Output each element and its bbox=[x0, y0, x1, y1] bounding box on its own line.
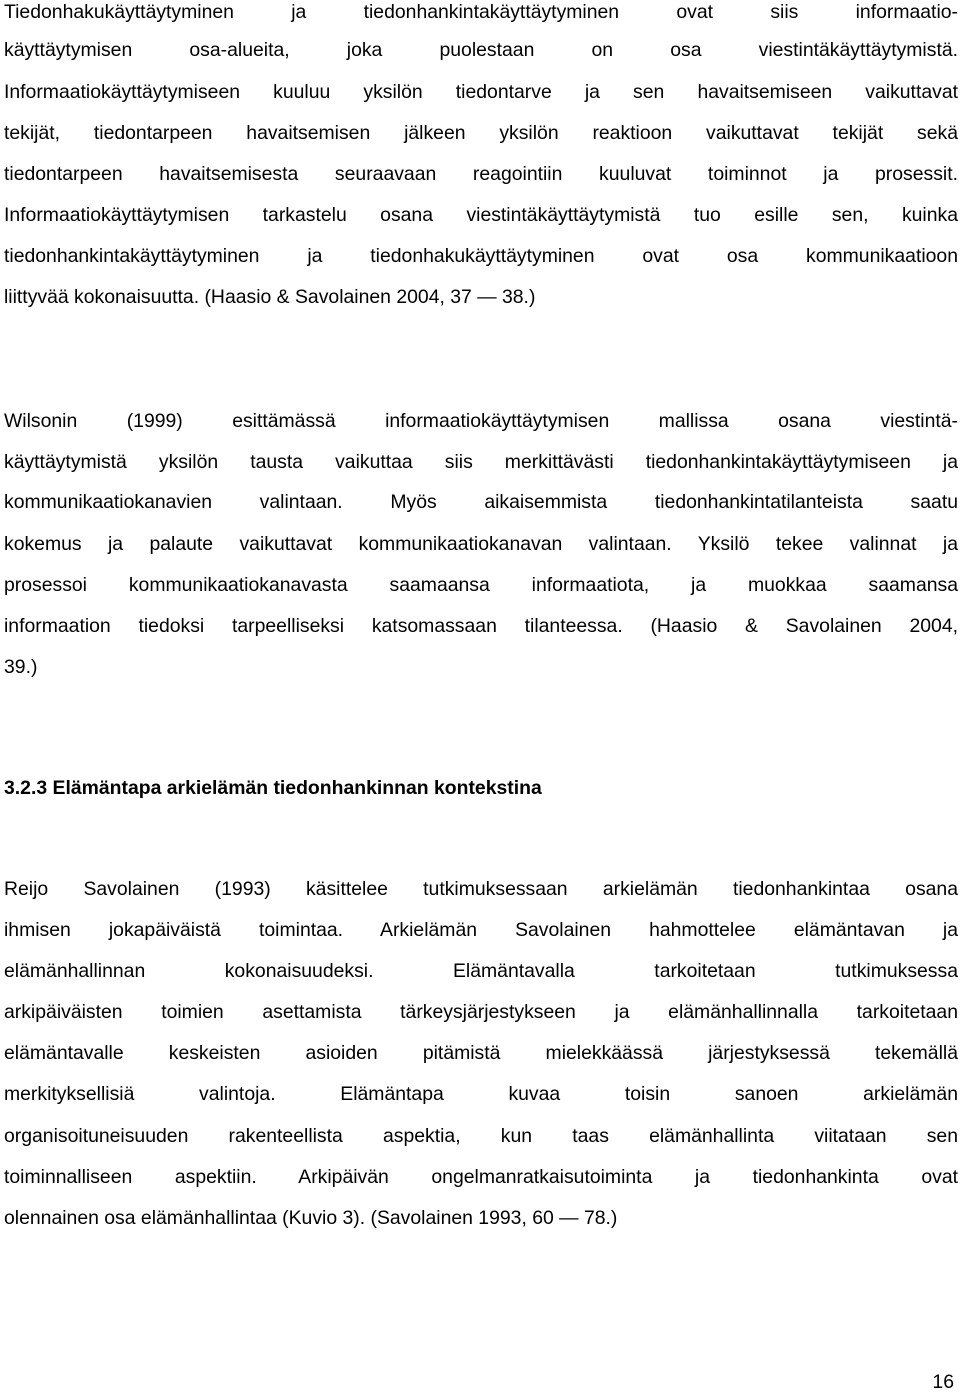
paragraph-line: Reijo Savolainen (1993) käsittelee tutkimuksessaan arkielämän tiedonhankintaa osana bbox=[4, 878, 958, 900]
paragraph-line: 39.) bbox=[4, 656, 38, 678]
paragraph-line: Tiedonhakukäyttäytyminen ja tiedonhankintakäyttäytyminen ovat siis informaatio- bbox=[4, 1, 958, 23]
paragraph-line: tekijät, tiedontarpeen havaitsemisen jälkeen yksilön reaktioon vaikuttavat tekijät sekä bbox=[4, 122, 958, 144]
paragraph-line: Wilsonin (1999) esittämässä informaatiokäyttäytymisen mallissa osana viestintä- bbox=[4, 410, 958, 432]
paragraph-line: organisoituneisuuden rakenteellista aspektia, kun taas elämänhallinta viitataan sen bbox=[4, 1125, 958, 1147]
paragraph-line: kokemus ja palaute vaikuttavat kommunikaatiokanavan valintaan. Yksilö tekee valinnat ja bbox=[4, 533, 958, 555]
paragraph-line: merkityksellisiä valintoja. Elämäntapa kuvaa toisin sanoen arkielämän bbox=[4, 1083, 958, 1105]
paragraph-line: elämäntavalle keskeisten asioiden pitämistä mielekkäässä järjestyksessä tekemällä bbox=[4, 1042, 958, 1064]
paragraph-line: Informaatiokäyttäytymisen tarkastelu osana viestintäkäyttäytymistä tuo esille sen, kuinka bbox=[4, 204, 958, 226]
paragraph-line: ihmisen jokapäiväistä toimintaa. Arkielämän Savolainen hahmottelee elämäntavan ja bbox=[4, 919, 958, 941]
paragraph-line: toiminnalliseen aspektiin. Arkipäivän ongelmanratkaisutoiminta ja tiedonhankinta ovat bbox=[4, 1166, 958, 1188]
paragraph-line: käyttäytymistä yksilön tausta vaikuttaa siis merkittävästi tiedonhankintakäyttäytymiseen ja bbox=[4, 451, 958, 473]
paragraph-line: liittyvää kokonaisuutta. (Haasio & Savolainen 2004, 37 — 38.) bbox=[4, 286, 536, 308]
paragraph-line: informaation tiedoksi tarpeelliseksi katsomassaan tilanteessa. (Haasio & Savolainen 2004, bbox=[4, 615, 958, 637]
page-number: 16 bbox=[932, 1371, 954, 1393]
paragraph-line: tiedonhankintakäyttäytyminen ja tiedonhakukäyttäytyminen ovat osa kommunikaatioon bbox=[4, 245, 958, 267]
paragraph-line: olennainen osa elämänhallintaa (Kuvio 3). (Savolainen 1993, 60 — 78.) bbox=[4, 1207, 618, 1229]
paragraph-line: arkipäiväisten toimien asettamista tärkeysjärjestykseen ja elämänhallinnalla tarkoitetaan bbox=[4, 1001, 958, 1023]
paragraph-line: kommunikaatiokanavien valintaan. Myös aikaisemmista tiedonhankintatilanteista saatu bbox=[4, 491, 958, 513]
paragraph-line: prosessoi kommunikaatiokanavasta saamaansa informaatiota, ja muokkaa saamansa bbox=[4, 574, 958, 596]
paragraph-line: Informaatiokäyttäytymiseen kuuluu yksilön tiedontarve ja sen havaitsemiseen vaikuttavat bbox=[4, 81, 958, 103]
section-heading: 3.2.3 Elämäntapa arkielämän tiedonhankinnan kontekstina bbox=[4, 777, 542, 799]
paragraph-line: elämänhallinnan kokonaisuudeksi. Elämäntavalla tarkoitetaan tutkimuksessa bbox=[4, 960, 958, 982]
paragraph-line: tiedontarpeen havaitsemisesta seuraavaan reagointiin kuuluvat toiminnot ja prosessit. bbox=[4, 163, 958, 185]
paragraph-line: käyttäytymisen osa-alueita, joka puolestaan on osa viestintäkäyttäytymistä. bbox=[4, 39, 958, 61]
